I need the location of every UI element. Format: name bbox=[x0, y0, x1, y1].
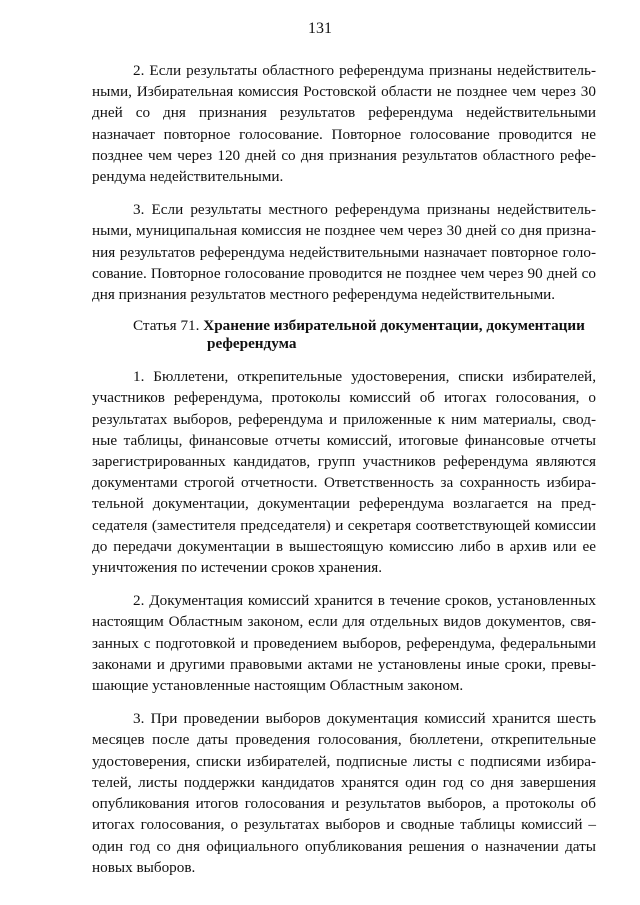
article-71-heading bbox=[92, 317, 596, 353]
page-number: 131 bbox=[308, 20, 332, 37]
article-title-line1: Хранение избирательной документации, документации bbox=[203, 317, 585, 335]
paragraph-71-2: 2. Документация комиссий хранится в течение сроков, установленных настоящим Областным законом, если для отдельных видов документов, связанных с подготовкой и проведением выборов, референдума, федеральными законами и другими правовыми актами не установлены иные сроки, превышающие установленные настоящим Областным законом. bbox=[92, 592, 596, 695]
document-body bbox=[92, 60, 596, 890]
paragraph-71-3: 3. При проведении выборов документация комиссий хранится шесть месяцев после даты проведения голосования, бюллетени, открепительные удостоверения, списки избирателей, подписные листы с подписями избирателей, листы поддержки кандидатов хранятся один год со дня завершения опубликования итогов голосования и результатов выборов, а протоколы об итогах голосования, о результатах выборов и сводные таблицы комиссий – один год со дня официального опубликования решения о назначении даты новых выборов. bbox=[92, 710, 596, 876]
paragraph-70-3: 3. Если результаты местного референдума признаны недействительными, муниципальная комиссия не позднее чем через 30 дней со дня признания результатов референдума недействительными назначает повторное голосование. Повторное голосование проводится не позднее чем через 90 дней со дня признания результатов местного референдума недействительными. bbox=[92, 201, 596, 304]
paragraph-71-1: 1. Бюллетени, открепительные удостоверения, списки избирателей, участников референдума, протоколы комиссий об итогах голосования, о результатах выборов, референдума и приложенные к ним материалы, сводные таблицы, финансовые отчеты комиссий, итоговые финансовые отчеты зарегистрированных кандидатов, групп участников референдума являются документами строгой отчетности. Ответственность за сохранность избирательной документации, документации референдума возлагается на председателя (заместителя председателя) и секретаря соответствующей комиссии до передачи документации в вышестоящую комиссию либо в архив или ее уничтожения по истечении сроков хранения. bbox=[92, 368, 596, 577]
paragraph-70-2: 2. Если результаты областного референдума признаны недействительными, Избирательная комиссия Ростовской области не позднее чем через 30 дней со дня признания результатов референдума недействительными назначает повторное голосование. Повторное голосование проводится не позднее чем через 120 дней со дня признания результатов областного референдума недействительными. bbox=[92, 62, 596, 186]
article-label: Статья 71. bbox=[133, 317, 200, 335]
article-title-line2: референдума bbox=[207, 335, 297, 353]
